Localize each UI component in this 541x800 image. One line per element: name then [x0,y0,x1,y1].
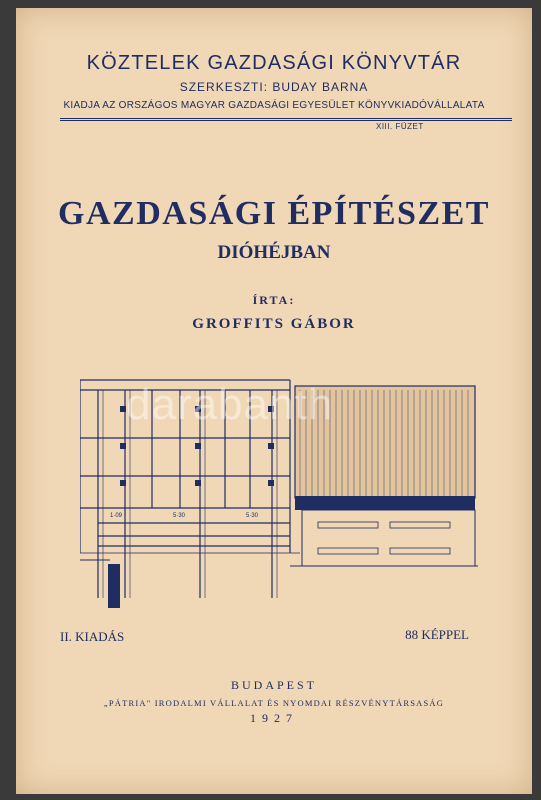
publication-year: 1927 [250,711,298,725]
book-title: GAZDASÁGI ÉPÍTÉSZET [58,195,490,232]
dimension-label-2: 5·30 [173,513,186,519]
image-count: 88 KÉPPEL [405,627,469,642]
watermark: darabanth [126,380,334,429]
author-label: ÍRTA: [252,293,296,307]
author-name: GROFFITS GÁBOR [192,316,356,332]
edition-label: II. KIADÁS [60,629,125,644]
series-title: KÖZTELEK GAZDASÁGI KÖNYVTÁR [86,52,462,74]
dimension-label-1: 1·09 [110,513,123,519]
publication-city: BUDAPEST [230,678,317,692]
book-subtitle: DIÓHÉJBAN [217,242,331,263]
top-rule [60,118,512,119]
editor-line: SZERKESZTI: BUDAY BARNA [179,80,369,94]
top-rule-double [60,120,512,121]
publisher-line: KIADJA AZ ORSZÁGOS MAGYAR GAZDASÁGI EGYESÜLET KÖNYVKIADÓVÁLLALATA [63,100,485,111]
volume-number: XIII. FÜZET [376,122,424,131]
dimension-label-3: 5·30 [246,513,259,519]
printer-line: „PÁTRIA" IRODALMI VÁLLALAT ÉS NYOMDAI RÉSZVÉNYTÁRSASÁG [103,698,445,708]
book-cover [16,8,532,794]
